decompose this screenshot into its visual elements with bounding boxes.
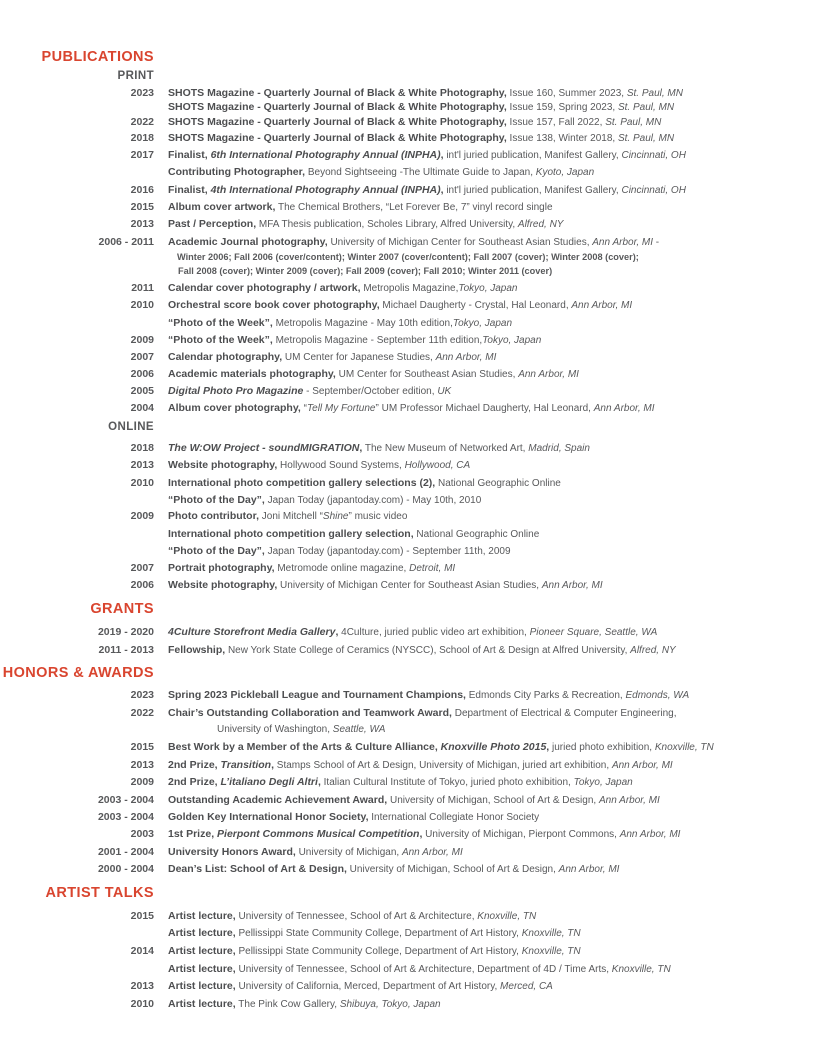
publication-entry: Past / Perception, MFA Thesis publication, Scholes Library, Alfred University, Alfred, NY xyxy=(168,218,564,230)
entry-year: 2006 xyxy=(130,579,154,591)
honor-entry: Spring 2023 Pickleball League and Tournament Champions, Edmonds City Parks & Recreation, Edmonds, WA xyxy=(168,689,690,701)
talk-entry: Artist lecture, Pellissippi State Community College, Department of Art History, Knoxville, TN xyxy=(168,927,581,939)
publication-entry: Album cover photography, “Tell My Fortune” UM Professor Michael Daugherty, Hal Leonard, Ann Arbor, MI xyxy=(168,402,655,414)
talk-entry: Artist lecture, University of California, Merced, Department of Art History, Merced, CA xyxy=(168,980,553,992)
talk-entry: Artist lecture, The Pink Cow Gallery, Shibuya, Tokyo, Japan xyxy=(168,998,441,1010)
publication-entry: Calendar cover photography / artwork, Metropolis Magazine,Tokyo, Japan xyxy=(168,282,518,294)
artist-talks-heading: ARTIST TALKS xyxy=(45,885,154,901)
publication-entry: Calendar photography, UM Center for Japanese Studies, Ann Arbor, MI xyxy=(168,351,497,363)
grants-heading: GRANTS xyxy=(90,601,154,617)
publication-entry: Finalist, 6th International Photography Annual (INPHA), int'l juried publication, Manifest Gallery, Cincinnati, OH xyxy=(168,149,686,161)
entry-year: 2013 xyxy=(130,980,154,992)
entry-year: 2022 xyxy=(130,116,154,128)
honors-heading: HONORS & AWARDS xyxy=(2,665,154,681)
online-entry: International photo competition gallery selection, National Geographic Online xyxy=(168,528,540,540)
entry-year: 2018 xyxy=(130,442,154,454)
honor-entry: 1st Prize, Pierpont Commons Musical Competition, University of Michigan, Pierpont Commons, Ann Arbor, MI xyxy=(168,828,681,840)
publication-entry: Album cover artwork, The Chemical Brothers, “Let Forever Be, 7” vinyl record single xyxy=(168,201,553,213)
publication-entry: Digital Photo Pro Magazine - September/October edition, UK xyxy=(168,385,452,397)
entry-year: 2010 xyxy=(130,299,154,311)
talk-entry: Artist lecture, University of Tennessee, School of Art & Architecture, Knoxville, TN xyxy=(168,910,537,922)
honor-entry: Golden Key International Honor Society, International Collegiate Honor Society xyxy=(168,811,540,823)
honor-entry-continuation: University of Washington, Seattle, WA xyxy=(217,724,386,735)
grant-entry: Fellowship, New York State College of Ceramics (NYSCC), School of Art & Design at Alfred University, Alfred, NY xyxy=(168,644,676,656)
online-entry: “Photo of the Day”, Japan Today (japantoday.com) - May 10th, 2010 xyxy=(168,494,482,506)
online-subheading: ONLINE xyxy=(108,421,154,433)
publication-entry: Orchestral score book cover photography, Michael Daugherty - Crystal, Hal Leonard, Ann Arbor, MI xyxy=(168,299,633,311)
entry-year: 2013 xyxy=(130,759,154,771)
publication-entry: Academic Journal photography, University of Michigan Center for Southeast Asian Studies, Ann Arbor, MI - xyxy=(168,236,660,248)
entry-year: 2011 xyxy=(131,282,154,294)
entry-year: 2001 - 2004 xyxy=(97,846,154,858)
entry-year: 2013 xyxy=(130,459,154,471)
entry-year: 2018 xyxy=(130,132,154,144)
publication-entry: SHOTS Magazine - Quarterly Journal of Black & White Photography, Issue 138, Winter 2018, St. Paul, MN xyxy=(168,132,675,144)
entry-year: 2013 xyxy=(130,218,154,230)
publication-entry: Contributing Photographer, Beyond Sightseeing -The Ultimate Guide to Japan, Kyoto, Japan xyxy=(168,166,595,178)
entry-year: 2015 xyxy=(130,201,154,213)
print-subheading: PRINT xyxy=(117,70,154,82)
journal-issues-line: Fall 2008 (cover); Winter 2009 (cover); Fall 2009 (cover); Fall 2010; Winter 2011 (cover) xyxy=(178,266,553,276)
entry-year: 2000 - 2004 xyxy=(97,863,154,875)
talk-entry: Artist lecture, Pellissippi State Community College, Department of Art History, Knoxville, TN xyxy=(168,945,581,957)
grant-entry: 4Culture Storefront Media Gallery, 4Culture, juried public video art exhibition, Pioneer Square, Seattle, WA xyxy=(168,626,658,638)
entry-year: 2023 xyxy=(130,689,154,701)
entry-year: 2010 xyxy=(130,477,154,489)
online-entry: Website photography, Hollywood Sound Systems, Hollywood, CA xyxy=(168,459,471,471)
entry-year: 2016 xyxy=(130,184,154,196)
publication-entry: “Photo of the Week”, Metropolis Magazine - September 11th edition,Tokyo, Japan xyxy=(168,334,542,346)
entry-year: 2015 xyxy=(130,910,154,922)
honor-entry: Dean’s List: School of Art & Design, University of Michigan, School of Art & Design, Ann Arbor, MI xyxy=(168,863,620,875)
entry-year: 2009 xyxy=(130,510,154,522)
entry-year: 2014 xyxy=(130,945,154,957)
publication-entry: Academic materials photography, UM Center for Southeast Asian Studies, Ann Arbor, MI xyxy=(168,368,579,380)
entry-year: 2023 xyxy=(130,87,154,99)
talk-entry: Artist lecture, University of Tennessee, School of Art & Architecture, Department of 4D / Time Arts, Knoxville, TN xyxy=(168,963,671,975)
honor-entry: Chair’s Outstanding Collaboration and Teamwork Award, Department of Electrical & Computer Engineering, xyxy=(168,707,677,719)
online-entry: International photo competition gallery selections (2), National Geographic Online xyxy=(168,477,561,489)
entry-year: 2015 xyxy=(130,741,154,753)
entry-year: 2017 xyxy=(130,149,154,161)
honor-entry: Outstanding Academic Achievement Award, University of Michigan, School of Art & Design, Ann Arbor, MI xyxy=(168,794,660,806)
publication-entry: SHOTS Magazine - Quarterly Journal of Black & White Photography, Issue 159, Spring 2023, St. Paul, MN xyxy=(168,101,675,113)
publication-entry: SHOTS Magazine - Quarterly Journal of Black & White Photography, Issue 160, Summer 2023, St. Paul, MN xyxy=(168,87,683,99)
entry-year: 2005 xyxy=(130,385,154,397)
honor-entry: 2nd Prize, Transition, Stamps School of Art & Design, University of Michigan, juried art exhibition, Ann Arbor, MI xyxy=(168,759,673,771)
entry-year: 2009 xyxy=(130,776,154,788)
entry-year: 2003 - 2004 xyxy=(97,811,154,823)
entry-year: 2011 - 2013 xyxy=(98,644,154,656)
online-entry: Website photography, University of Michigan Center for Southeast Asian Studies, Ann Arbor, MI xyxy=(168,579,603,591)
online-entry: Portrait photography, Metromode online magazine, Detroit, MI xyxy=(168,562,456,574)
publication-entry: Finalist, 4th International Photography Annual (INPHA), int'l juried publication, Manifest Gallery, Cincinnati, OH xyxy=(168,184,686,196)
publications-heading: PUBLICATIONS xyxy=(41,49,154,65)
entry-year: 2007 xyxy=(130,562,154,574)
entry-year: 2019 - 2020 xyxy=(97,626,154,638)
entry-year: 2003 xyxy=(130,828,154,840)
online-entry: The W:OW Project - soundMIGRATION, The New Museum of Networked Art, Madrid, Spain xyxy=(168,442,590,454)
entry-year: 2022 xyxy=(130,707,154,719)
publication-entry: SHOTS Magazine - Quarterly Journal of Black & White Photography, Issue 157, Fall 2022, St. Paul, MN xyxy=(168,116,662,128)
entry-year: 2006 xyxy=(130,368,154,380)
publication-entry: “Photo of the Week”, Metropolis Magazine - May 10th edition,Tokyo, Japan xyxy=(168,317,513,329)
online-entry: Photo contributor, Joni Mitchell “Shine” music video xyxy=(168,510,408,522)
entry-year: 2007 xyxy=(130,351,154,363)
entry-year: 2010 xyxy=(130,998,154,1010)
honor-entry: University Honors Award, University of Michigan, Ann Arbor, MI xyxy=(168,846,463,858)
online-entry: “Photo of the Day”, Japan Today (japantoday.com) - September 11th, 2009 xyxy=(168,545,511,557)
entry-year: 2009 xyxy=(130,334,154,346)
honor-entry: 2nd Prize, L’italiano Degli Altri, Italian Cultural Institute of Tokyo, juried photo exhibition, Tokyo, Japan xyxy=(168,776,633,788)
entry-year: 2003 - 2004 xyxy=(97,794,154,806)
journal-issues-line: Winter 2006; Fall 2006 (cover/content); Winter 2007 (cover/content); Fall 2007 (cover); Winter 2008 (cover); xyxy=(177,252,639,262)
entry-year: 2004 xyxy=(130,402,154,414)
entry-year: 2006 - 2011 xyxy=(98,236,154,248)
honor-entry: Best Work by a Member of the Arts & Culture Alliance, Knoxville Photo 2015, juried photo exhibition, Knoxville, TN xyxy=(168,741,714,753)
